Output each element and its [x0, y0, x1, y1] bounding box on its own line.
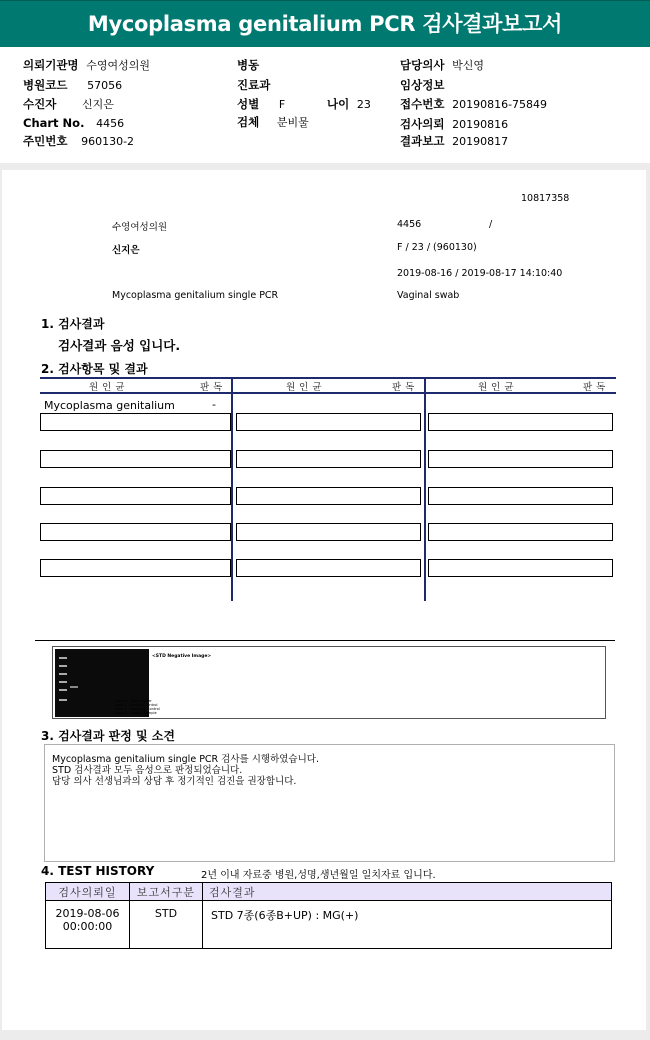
history-header-row [46, 883, 612, 901]
col-pathogen-2: 원인균 [286, 382, 326, 393]
gel-band [59, 673, 67, 675]
section4-title: 4. TEST HISTORY [41, 864, 155, 878]
age-field [327, 96, 371, 112]
report-date-value: 20190817 [452, 135, 509, 148]
gel-legend-2: Lane 1 : Positive Control [115, 703, 158, 707]
sex-label: 성별 [237, 97, 260, 111]
col-judge-1: 판독 [200, 382, 227, 393]
code-value: 57056 [87, 79, 123, 92]
section1-result: 검사결과 음성 입니다. [58, 338, 181, 353]
table-divider-1 [231, 379, 233, 601]
specimen-value: 분비물 [276, 116, 309, 129]
title-bar [0, 0, 650, 47]
hospital-field [23, 57, 150, 73]
result-cell [236, 450, 421, 468]
receipt-value: 20190816-75849 [452, 98, 548, 111]
report-hospital: 수영여성의원 [112, 222, 168, 233]
report-number: 10817358 [521, 193, 570, 204]
patient-value: 신지은 [81, 98, 114, 111]
col-pathogen-1: 원인균 [89, 382, 129, 393]
id-field [23, 133, 134, 149]
gel-band [59, 681, 67, 683]
report-chart: 4456 [397, 219, 422, 230]
report-slash: / [489, 219, 493, 230]
age-label: 나이 [327, 97, 350, 111]
table-divider-2 [424, 379, 426, 601]
gel-band [59, 699, 67, 701]
gel-legend-1: Lane M : Size marker [115, 699, 152, 703]
chart-label: Chart No. [23, 116, 85, 130]
result-cell [40, 523, 231, 541]
history-type: STD [130, 901, 203, 949]
chart-value: 4456 [96, 117, 125, 130]
sex-value: F [278, 98, 286, 111]
id-value: 960130-2 [81, 135, 135, 148]
history-col-date: 검사의뢰일 [46, 883, 130, 901]
ward-label: 병동 [237, 58, 260, 72]
doctor-value: 박신영 [452, 59, 484, 72]
col-judge-3: 판독 [583, 382, 610, 393]
result-cell [40, 559, 231, 577]
clinical-label: 임상정보 [400, 78, 445, 92]
result-row1-name: Mycoplasma genitalium [44, 399, 175, 412]
doctor-field [400, 57, 484, 73]
result-cell [428, 487, 613, 505]
gel-legend-3: Lane 2 : Negative Control [115, 707, 160, 711]
history-table [45, 882, 612, 949]
result-cell [236, 487, 421, 505]
result-cell [428, 413, 613, 431]
code-field [23, 77, 122, 93]
patient-field [23, 96, 114, 112]
dept-field [237, 77, 270, 93]
history-col-type: 보고서구분 [130, 883, 203, 901]
request-label: 검사의뢰 [400, 117, 445, 131]
report-test-name: Mycoplasma genitalium single PCR [112, 290, 279, 301]
history-date-cell [46, 901, 130, 949]
opinion-line-3: 담당 의사 선생님과의 상담 후 정기적인 검진을 권장합니다. [52, 776, 297, 787]
opinion-line-2: STD 검사결과 모두 음성으로 판정되었습니다. [52, 765, 243, 776]
gel-band [59, 689, 67, 691]
specimen-field [237, 114, 309, 130]
gel-legend-4: Lane 3 : Patient Sample [115, 711, 157, 715]
result-cell [428, 523, 613, 541]
history-col-result: 검사결과 [203, 883, 612, 901]
table-row [46, 901, 612, 949]
result-cell [40, 450, 231, 468]
gel-caption: <STD Negative Image> [152, 654, 212, 659]
gel-band [70, 686, 78, 688]
request-value: 20190816 [452, 118, 509, 131]
result-cell [40, 487, 231, 505]
section1-title: 1. 검사결과 [41, 317, 105, 331]
dept-label: 진료과 [237, 78, 271, 92]
result-cell [428, 559, 613, 577]
patient-label: 수진자 [23, 97, 57, 111]
receipt-field [400, 96, 547, 112]
receipt-label: 접수번호 [400, 97, 445, 111]
col-judge-2: 판독 [392, 382, 419, 393]
report-title: Mycoplasma genitalium PCR 검사결과보고서 [87, 12, 563, 36]
clinical-field [400, 77, 444, 93]
hospital-label: 의뢰기관명 [23, 58, 79, 72]
report-sex-age: F / 23 / (960130) [397, 242, 477, 253]
result-cell [40, 413, 231, 431]
opinion-line-1: Mycoplasma genitalium single PCR 검사를 시행하였습니다. [52, 754, 319, 765]
chart-field [23, 116, 124, 130]
col-pathogen-3: 원인균 [478, 382, 518, 393]
code-label: 병원코드 [23, 78, 68, 92]
report-specimen: Vaginal swab [397, 290, 460, 301]
specimen-label: 검체 [237, 115, 260, 129]
result-cell [236, 559, 421, 577]
report-date-range: 2019-08-16 / 2019-08-17 14:10:40 [397, 268, 563, 279]
id-label: 주민번호 [23, 134, 68, 148]
section3-title: 3. 검사결과 판정 및 소견 [41, 729, 175, 743]
history-note: 2년 이내 자료중 병원,성명,생년월일 일치자료 입니다. [201, 870, 436, 881]
history-result: STD 7종(6종B+UP) : MG(+) [203, 901, 612, 949]
section2-title: 2. 검사항목 및 결과 [41, 362, 148, 376]
result-row1-value: - [212, 398, 216, 411]
result-cell [236, 413, 421, 431]
sex-field [237, 96, 285, 112]
section-divider [35, 640, 615, 641]
report-date-field [400, 133, 508, 149]
report-date-label: 결과보고 [400, 134, 445, 148]
ward-field [237, 57, 259, 73]
result-cell [428, 450, 613, 468]
history-time: 00:00:00 [62, 920, 113, 933]
report-patient: 신지은 [112, 245, 140, 256]
age-value: 23 [356, 98, 371, 111]
result-cell [236, 523, 421, 541]
request-field [400, 116, 508, 132]
doctor-label: 담당의사 [400, 58, 445, 72]
gel-band [59, 657, 67, 659]
history-date: 2019-08-06 [55, 907, 120, 920]
gel-band [59, 665, 67, 667]
hospital-value: 수영여성의원 [86, 59, 150, 72]
